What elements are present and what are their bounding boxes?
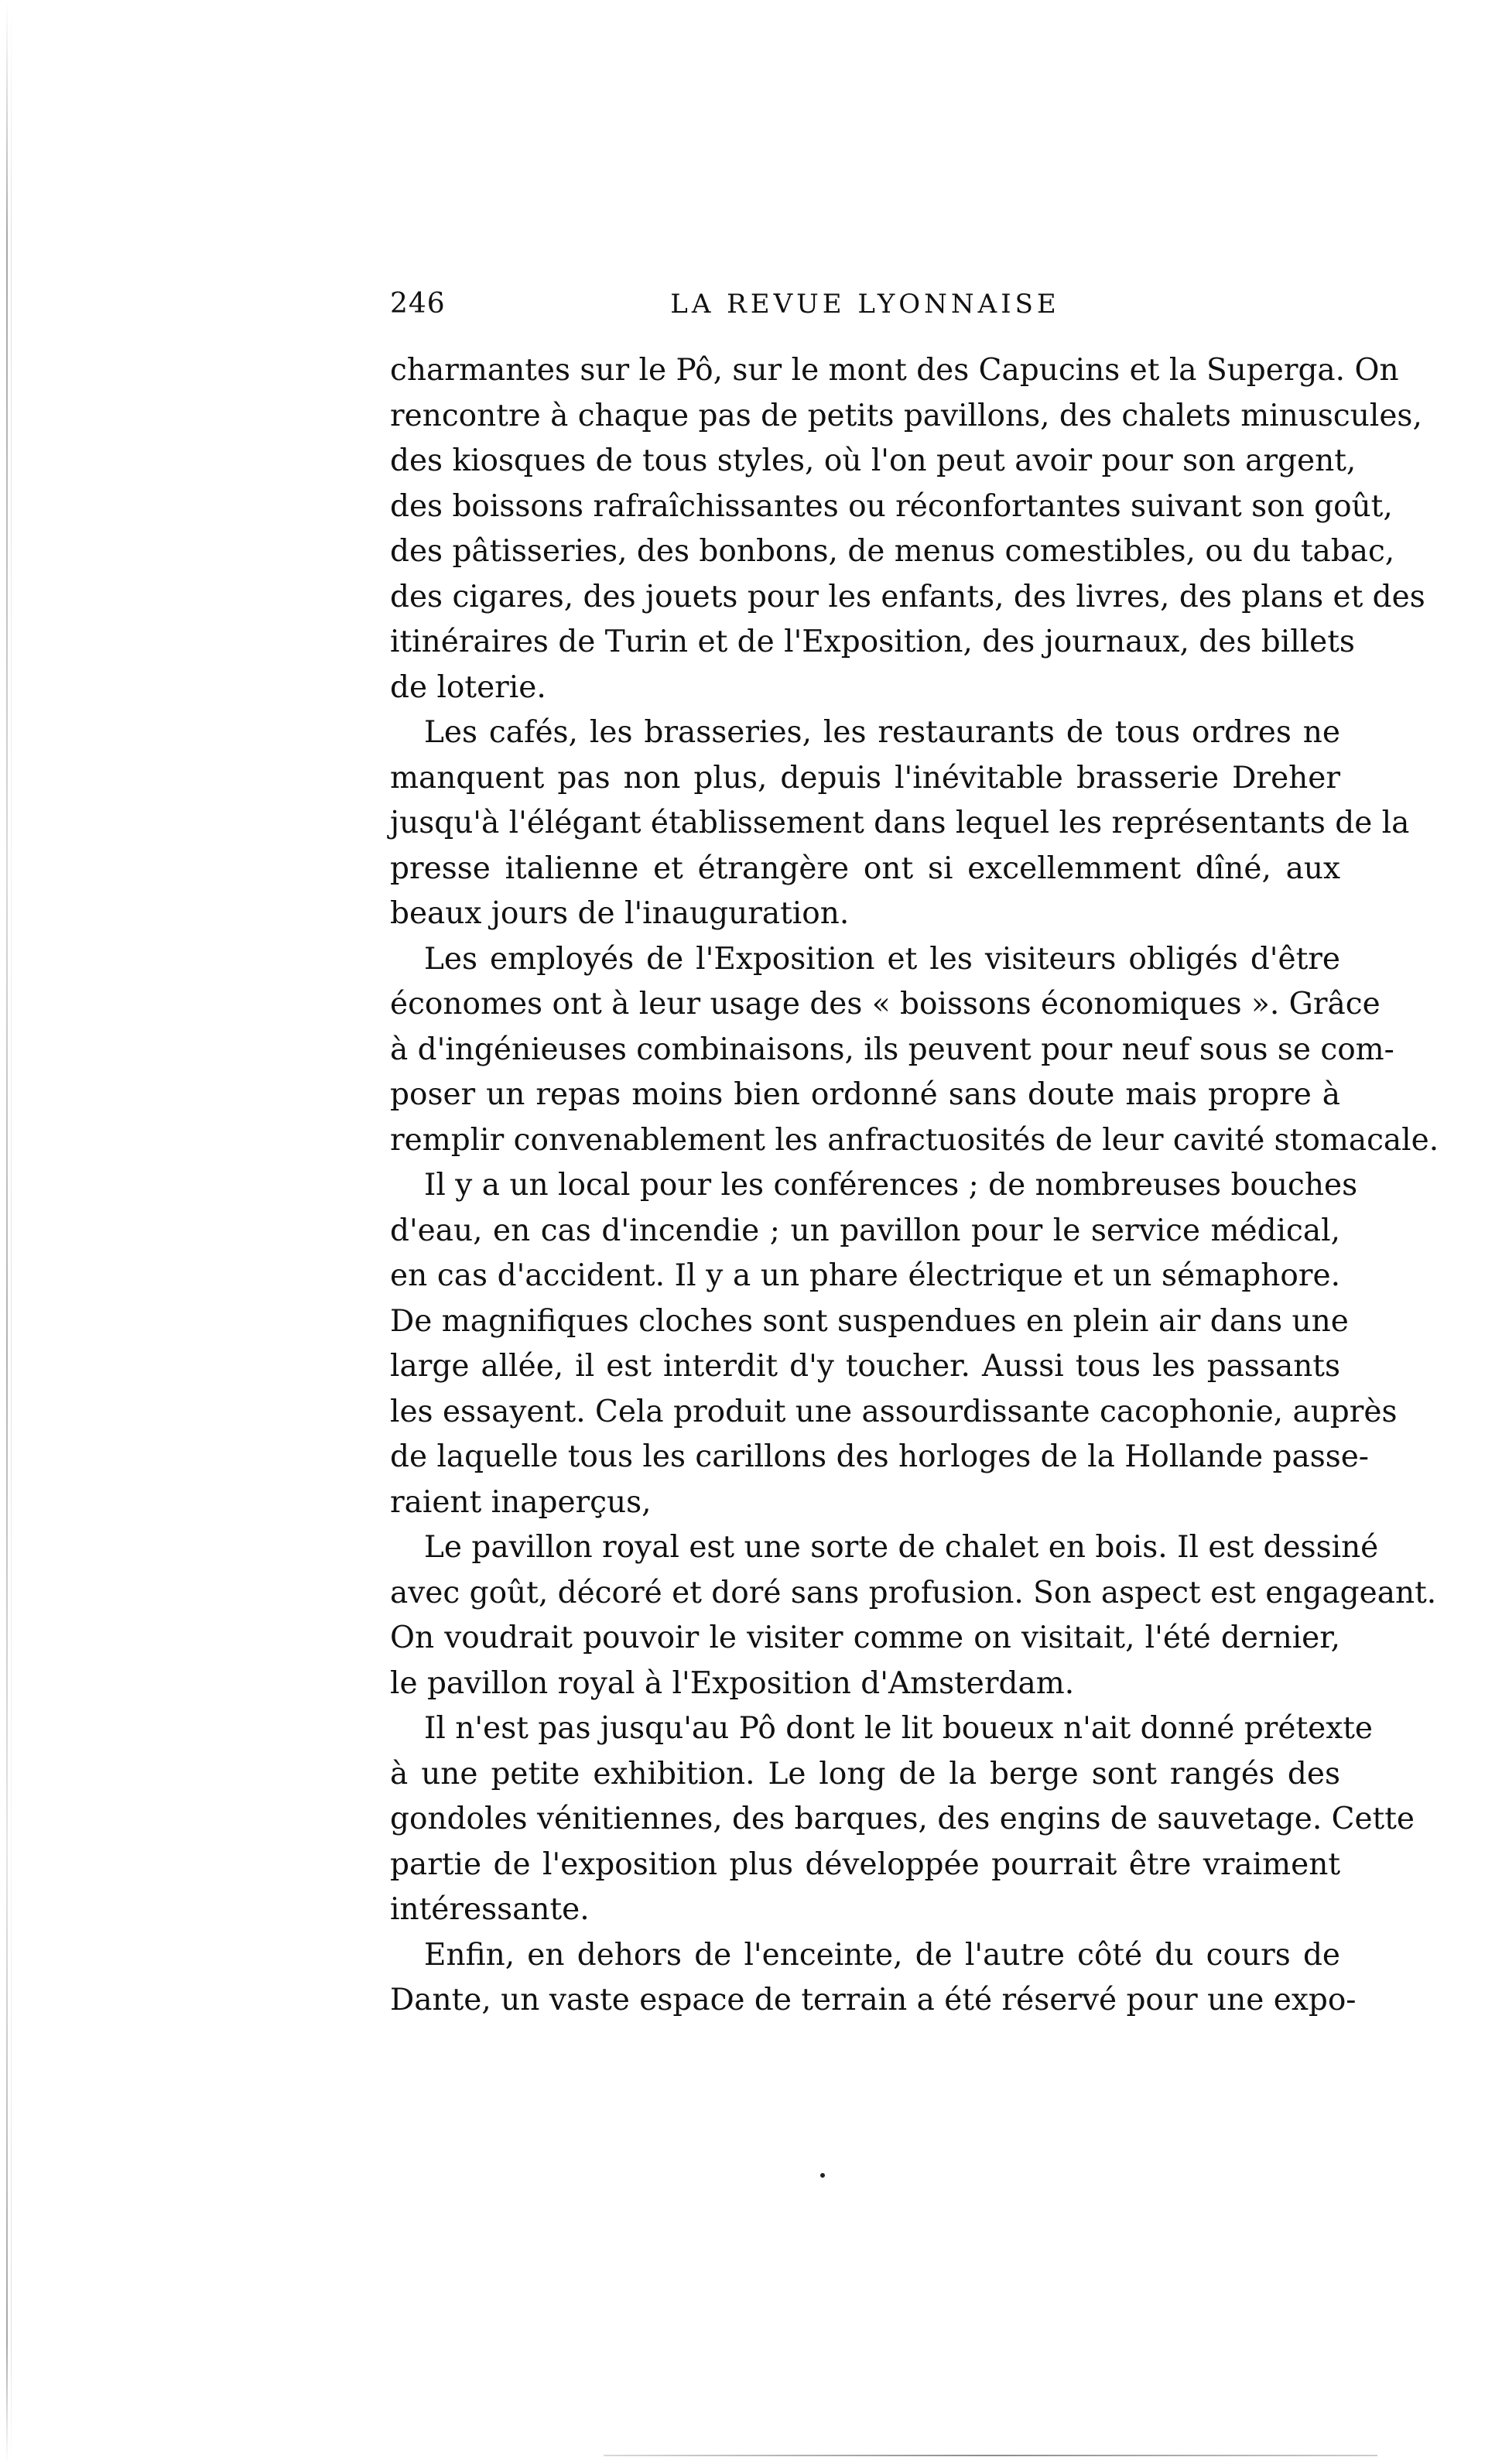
text-line: beaux jours de l'inauguration.	[390, 896, 850, 931]
text-line: le pavillon royal à l'Exposition d'Amsterdam.	[390, 1665, 1075, 1701]
text-line: remplir convenablement les anfractuosités de leur cavité stomacale.	[390, 1122, 1439, 1158]
text-line: des cigares, des jouets pour les enfants, des livres, des plans et des	[390, 579, 1425, 614]
text-line: de laquelle tous les carillons des horloges de la Hollande passe-	[390, 1439, 1369, 1474]
paragraph	[390, 1525, 1437, 1706]
text-line: Enfin, en dehors de l'enceinte, de l'autre côté du cours de	[424, 1937, 1340, 1973]
text-line: en cas d'accident. Il y a un phare électrique et un sémaphore.	[390, 1258, 1340, 1293]
text-line: jusqu'à l'élégant établissement dans lequel les représentants de la	[390, 806, 1410, 840]
text-line: partie de l'exposition plus développée pourrait être vraiment	[390, 1846, 1340, 1882]
text-line: large allée, il est interdit d'y toucher. Aussi tous les passants	[390, 1349, 1340, 1384]
text-line: Les employés de l'Exposition et les visiteurs obligés d'être	[424, 941, 1340, 977]
text-line: On voudrait pouvoir le visiter comme on visitait, l'été dernier,	[390, 1620, 1340, 1655]
text-line: Il n'est pas jusqu'au Pô dont le lit boueux n'ait donné prétexte	[424, 1711, 1373, 1746]
bottom-scan-rule	[604, 2455, 1377, 2456]
text-line: avec goût, décoré et doré sans profusion. Son aspect est engageant.	[390, 1575, 1437, 1610]
text-line: charmantes sur le Pô, sur le mont des Capucins et la Superga. On	[390, 353, 1399, 388]
text-line: économes ont à leur usage des « boissons économiques ». Grâce	[390, 987, 1381, 1022]
text-line: De magnifiques cloches sont suspendues en plein air dans une	[390, 1303, 1349, 1339]
text-line: intéressante.	[390, 1892, 590, 1927]
text-line: gondoles vénitiennes, des barques, des engins de sauvetage. Cette	[390, 1802, 1415, 1836]
text-line: à d'ingénieuses combinaisons, ils peuvent pour neuf sous se com-	[390, 1032, 1394, 1067]
text-line: poser un repas moins bien ordonné sans doute mais propre à	[390, 1077, 1340, 1112]
text-line: à une petite exhibition. Le long de la berge sont rangés des	[390, 1756, 1340, 1792]
text-line: des kiosques de tous styles, où l'on peut avoir pour son argent,	[390, 443, 1357, 478]
text-line: itinéraires de Turin et de l'Exposition, des journaux, des billets	[390, 625, 1355, 659]
text-line: d'eau, en cas d'incendie ; un pavillon pour le service médical,	[390, 1213, 1340, 1248]
text-line: rencontre à chaque pas de petits pavillons, des chalets minuscules,	[390, 398, 1422, 433]
paragraph	[390, 937, 1439, 1164]
text-line: Les cafés, les brasseries, les restaurants de tous ordres ne	[424, 715, 1340, 750]
paragraph	[390, 710, 1410, 937]
running-head	[390, 285, 1340, 323]
text-line: de loterie.	[390, 669, 546, 705]
paragraph	[390, 1163, 1398, 1525]
paragraph	[390, 348, 1425, 710]
paragraph	[390, 1933, 1357, 2024]
text-line: raient inaperçus,	[390, 1484, 652, 1520]
text-line: presse italienne et étrangère ont si excellemment dîné, aux	[390, 850, 1340, 886]
text-line: les essayent. Cela produit une assourdissante cacophonie, auprès	[390, 1394, 1398, 1429]
journal-title: LA REVUE LYONNAISE	[670, 289, 1060, 320]
text-line: manquent pas non plus, depuis l'inévitable brasserie Dreher	[390, 760, 1340, 796]
text-line: des boissons rafraîchissantes ou réconfortantes suivant son goût,	[390, 488, 1393, 524]
paragraph	[390, 1706, 1415, 1933]
text-line: Le pavillon royal est une sorte de chalet en bois. Il est dessiné	[424, 1530, 1379, 1565]
scan-edge-artifact	[6, 0, 8, 2464]
text-line: Dante, un vaste espace de terrain a été réservé pour une expo-	[390, 1983, 1357, 2017]
ink-speck	[820, 2173, 825, 2178]
text-line: Il y a un local pour les conférences ; de nombreuses bouches	[424, 1168, 1358, 1203]
text-line: des pâtisseries, des bonbons, de menus comestibles, ou du tabac,	[390, 534, 1395, 569]
scan-edge-artifact-secondary	[11, 0, 12, 2464]
body-text	[390, 348, 1439, 2024]
page-number: 246	[390, 288, 446, 320]
